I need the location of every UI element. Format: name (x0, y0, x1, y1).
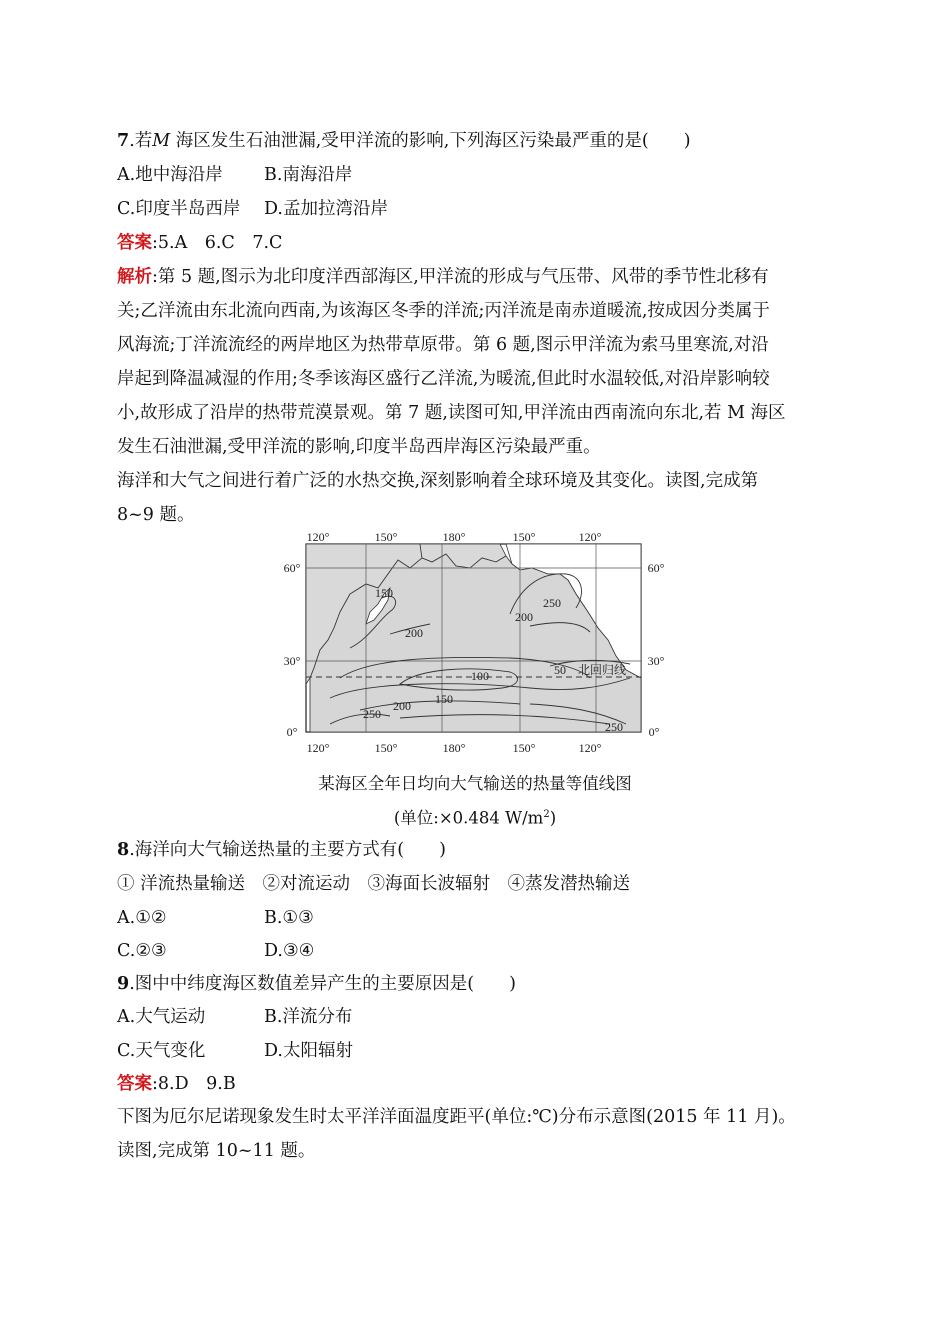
map-label-left: 30° (283, 654, 301, 668)
map-label-left: 60° (283, 561, 301, 575)
option-d: D.孟加拉湾沿岸 (264, 199, 388, 219)
answer-label: 答案 (117, 233, 152, 253)
question-8-items: ① 洋流热量输送 ②对流运动 ③海面长波辐射 ④蒸发潜热输送 (117, 874, 631, 894)
question-7-options-row-2 (117, 192, 837, 226)
option-a: A.地中海沿岸 (117, 165, 223, 185)
answer-line: 答案:5.A 6.C 7.C (117, 233, 283, 253)
map-label-top: 150° (512, 530, 536, 544)
question-number: 9 (117, 974, 130, 994)
question-7-stem: 7.若M 海区发生石油泄漏,受甲洋流的影响,下列海区污染最严重的是( ) (117, 131, 691, 151)
analysis-label: 解析 (117, 267, 152, 287)
map-label-bottom: 180° (442, 741, 466, 755)
option-c: C.天气变化 (117, 1041, 206, 1061)
analysis-line: 小,故形成了沿岸的热带荒漠景观。第 7 题,读图可知,甲洋流由西南流向东北,若 M 海区 (117, 403, 786, 423)
map-label-right: 60° (647, 561, 665, 575)
question-8-options-row-2 (117, 934, 837, 968)
map-label-bottom: 120° (306, 741, 330, 755)
map-label-top: 180° (442, 530, 466, 544)
analysis-line: 风海流;丁洋流流经的两岸地区为热带草原带。第 6 题,图示甲洋流为索马里寒流,对沿 (117, 335, 769, 355)
analysis-line: 关;乙洋流由东北流向西南,为该海区冬季的洋流;丙洋流是南赤道暖流,按成因分类属于 (117, 301, 770, 321)
map-svg (270, 528, 680, 758)
intro-paragraph: 8~9 题。 (117, 505, 195, 525)
option-a: A.①② (117, 908, 167, 928)
option-c: C.印度半岛西岸 (117, 199, 241, 219)
map-label-bottom: 150° (512, 741, 536, 755)
question-8-stem: 8.海洋向大气输送热量的主要方式有( ) (117, 840, 446, 860)
option-c: C.②③ (117, 941, 167, 961)
analysis-line: 岸起到降温减湿的作用;冬季该海区盛行乙洋流,为暖流,但此时水温较低,对沿岸影响较 (117, 369, 770, 389)
intro-paragraph: 下图为厄尔尼诺现象发生时太平洋洋面温度距平(单位:℃)分布示意图(2015 年 11 月)。 (117, 1107, 796, 1127)
figure-caption: 某海区全年日均向大气输送的热量等值线图 (318, 774, 632, 793)
analysis-line: 解析:第 5 题,图示为北印度洋西部海区,甲洋流的形成与气压带、风带的季节性北移有 (117, 267, 769, 287)
heat-flux-isoline-map (270, 528, 680, 758)
contour-label: 50 (554, 663, 566, 677)
tropic-of-cancer-label: 北回归线 (577, 663, 627, 677)
contour-label: 200 (405, 626, 423, 640)
option-a: A.大气运动 (117, 1007, 206, 1027)
contour-label: 250 (543, 596, 561, 610)
map-label-top: 120° (306, 530, 330, 544)
contour-label: 100 (471, 669, 489, 683)
contour-label: 250 (363, 707, 381, 721)
map-label-right: 0° (648, 725, 660, 739)
option-d: D.太阳辐射 (264, 1041, 353, 1061)
option-d: D.③④ (264, 941, 315, 961)
intro-paragraph: 海洋和大气之间进行着广泛的水热交换,深刻影响着全球环境及其变化。读图,完成第 (117, 471, 759, 491)
figure-unit: (单位:×0.484 $W/m^2$) (393, 808, 557, 828)
question-9-options-row-1 (117, 1000, 837, 1034)
question-number: 7 (117, 131, 130, 151)
contour-label: 200 (515, 610, 533, 624)
question-number: 8 (117, 840, 130, 860)
contour-label: 150 (435, 692, 453, 706)
option-b: B.南海沿岸 (264, 165, 353, 185)
contour-label: 250 (605, 720, 623, 734)
option-b: B.①③ (264, 908, 314, 928)
question-9-stem: 9.图中中纬度海区数值差异产生的主要原因是( ) (117, 974, 516, 994)
map-label-top: 150° (374, 530, 398, 544)
map-label-right: 30° (647, 654, 665, 668)
intro-paragraph: 读图,完成第 10~11 题。 (117, 1141, 316, 1161)
option-b: B.洋流分布 (264, 1007, 353, 1027)
map-label-bottom: 150° (374, 741, 398, 755)
map-label-bottom: 120° (578, 741, 602, 755)
map-label-top: 120° (578, 530, 602, 544)
map-label-left: 0° (286, 725, 298, 739)
question-8-options-row-1 (117, 901, 837, 935)
question-9-options-row-2 (117, 1034, 837, 1068)
answer-label: 答案 (117, 1074, 152, 1094)
question-7-options-row-1 (117, 158, 837, 192)
answer-line: 答案:8.D 9.B (117, 1074, 236, 1094)
contour-label: 200 (393, 699, 411, 713)
contour-label: 150 (375, 586, 393, 600)
analysis-line: 发生石油泄漏,受甲洋流的影响,印度半岛西岸海区污染最严重。 (117, 437, 601, 457)
